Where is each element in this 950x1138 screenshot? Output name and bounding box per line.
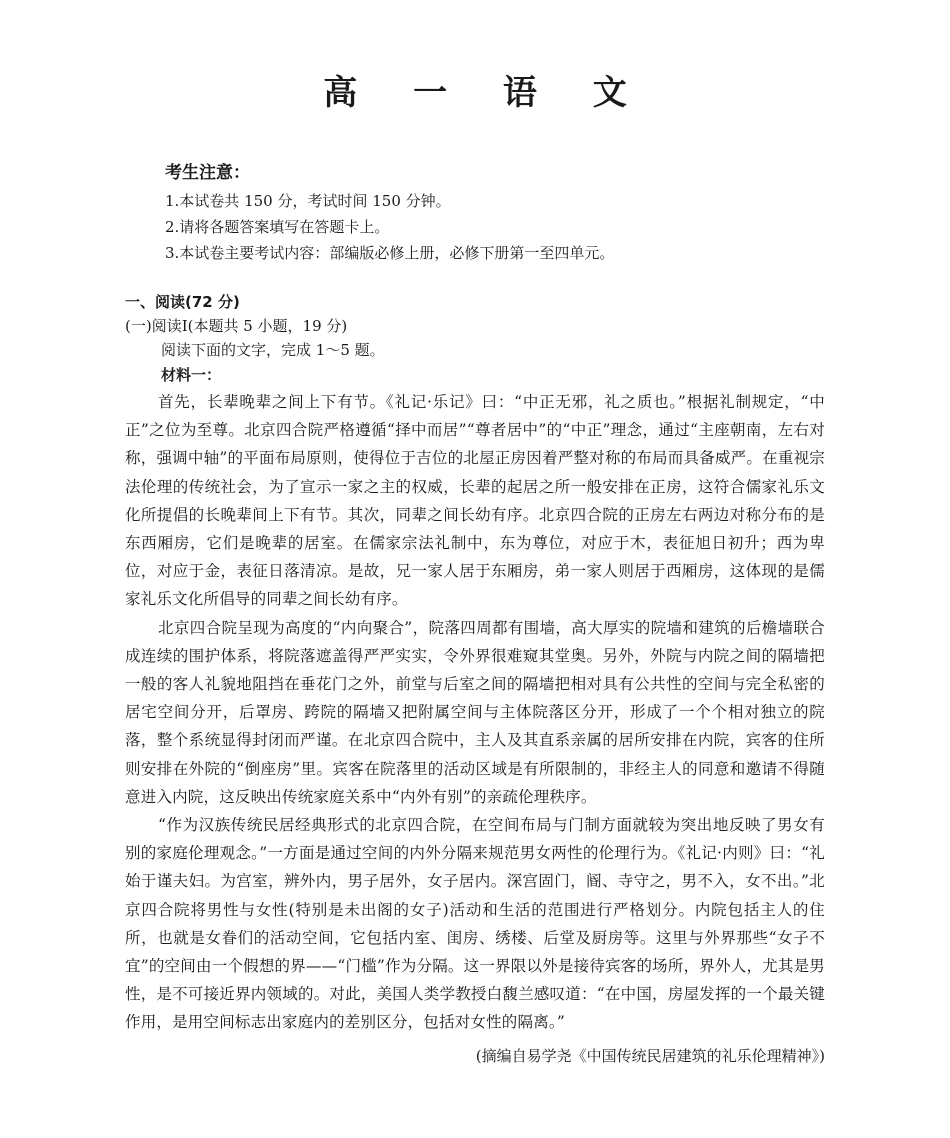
section-subheading: (一)阅读Ⅰ(本题共 5 小题，19 分) <box>125 317 348 335</box>
material-label: 材料一： <box>161 366 222 384</box>
reading-section <box>125 290 825 1071</box>
notice-heading: 考生注意： <box>165 163 250 183</box>
instruction-text: 阅读下面的文字，完成 1～5 题。 <box>161 341 385 359</box>
paragraph-2: 北京四合院呈现为高度的“内向聚合”，院落四周都有围墙，高大厚实的院墙和建筑的后檐墙联合成连续的围护体系，将院落遮盖得严严实实，令外界很难窥其堂奥。另外，外院与内院之间的隔墙把一般的客人礼貌地阻挡在垂花门之外，前堂与后室之间的隔墙把相对具有公共性的空间与完全私密的居宅空间分开，后罩房、跨院的隔墙又把附属空间与主体院落区分开，形成了一个个相对独立的院落，整个系统显得封闭而严谨。在北京四合院中，主人及其直系亲属的居所安排在内院，宾客的住所则安排在外院的“倒座房”里。宾客在院落里的活动区域是有所限制的，非经主人的同意和邀请不得随意进入内院，这反映出传统家庭关系中“内外有别”的亲疏伦理秩序。 <box>125 618 825 806</box>
paragraph-1: 首先，长辈晚辈之间上下有节。《礼记·乐记》曰：“中正无邪，礼之质也。”根据礼制规定，“中正”之位为至尊。北京四合院严格遵循“择中而居”“尊者居中”的“中正”理念，通过“主座朝南，左右对称，强调中轴”的平面布局原则，使得位于吉位的北屋正房因着严整对称的布局而具备威严。在重视宗法伦理的传统社会，为了宣示一家之主的权威，长辈的起居之所一般安排在正房，这符合儒家礼乐文化所提倡的长晚辈间上下有节。其次，同辈之间长幼有序。北京四合院的正房左右两边对称分布的是东西厢房，它们是晚辈的居室。在儒家宗法礼制中，东为尊位，对应于木，表征旭日初升；西为卑位，对应于金，表征日落清凉。是故，兄一家人居于东厢房，弟一家人则居于西厢房，这体现的是儒家礼乐文化所倡导的同辈之间长幼有序。 <box>125 393 825 609</box>
paragraph-3: “作为汉族传统民居经典形式的北京四合院，在空间布局与门制方面就较为突出地反映了男女有别的家庭伦理观念。”一方面是通过空间的内外分隔来规范男女两性的伦理行为。《礼记·内则》曰：“礼始于谨夫妇。为宫室，辨外内，男子居外，女子居内。深宫固门，阍、寺守之，男不入，女不出。”北京四合院将男性与女性(特别是未出阁的女子)活动和生活的范围进行严格划分。内院包括主人的住所，也就是女眷们的活动空间，它包括内室、闺房、绣楼、后堂及厨房等。这里与外界那些“女子不宜”的空间由一个假想的界——“门槛”作为分隔。这一界限以外是接待宾客的场所，界外人，尤其是男性，是不可接近界内领域的。对此，美国人类学教授白馥兰感叹道：“在中国，房屋发挥的一个最关键作用，是用空间标志出家庭内的差别区分，包括对女性的隔离。” <box>125 816 825 1032</box>
section-heading: 一、阅读(72 分) <box>125 293 240 311</box>
exam-title: 高 一 语 文 <box>323 73 649 113</box>
notice-item-2: 2.请将各题答案填写在答题卡上。 <box>165 218 390 236</box>
candidate-notice <box>165 160 865 266</box>
notice-item-3: 3.本试卷主要考试内容：部编版必修上册，必修下册第一至四单元。 <box>165 244 615 262</box>
notice-item-1: 1.本试卷共 150 分，考试时间 150 分钟。 <box>165 192 451 210</box>
source-citation: (摘编自易学尧《中国传统民居建筑的礼乐伦理精神》) <box>475 1046 825 1065</box>
